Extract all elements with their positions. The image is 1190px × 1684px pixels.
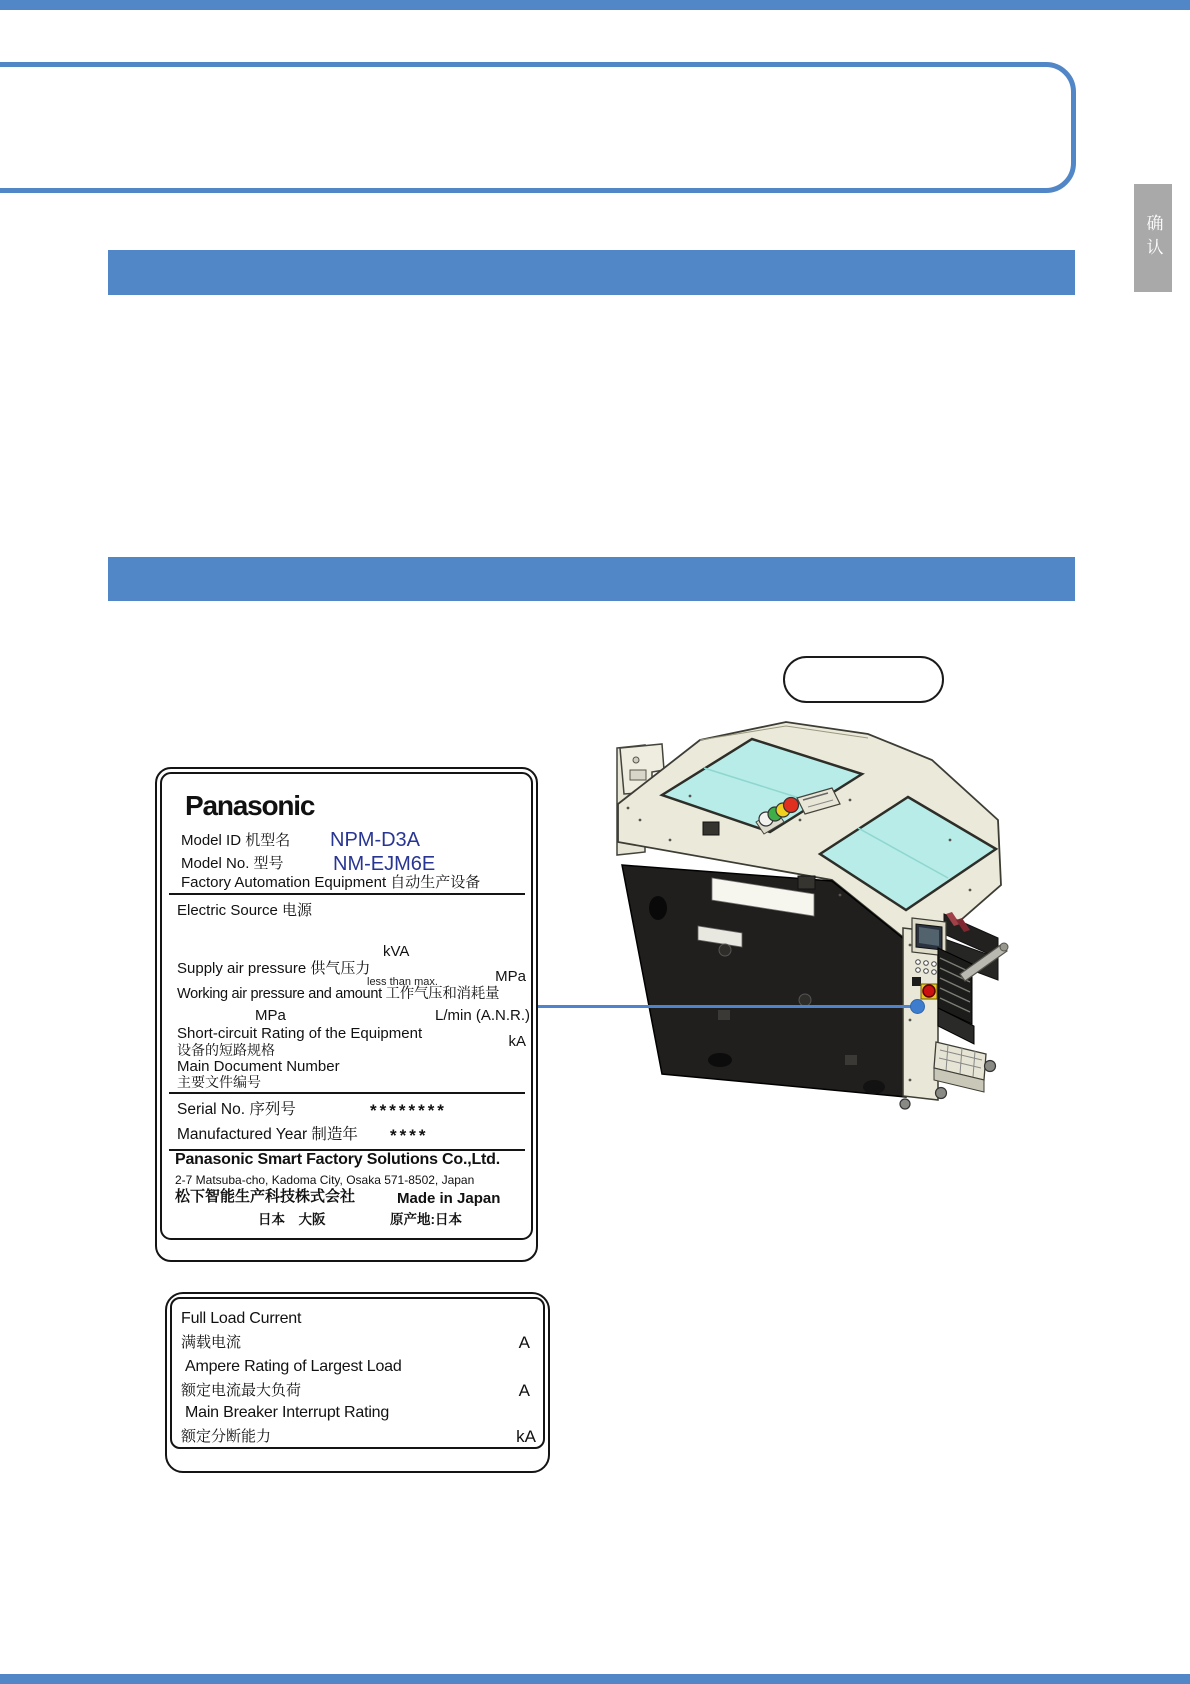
divider-line [169, 1092, 525, 1094]
page-bottom-rule [0, 1674, 1190, 1684]
ampere-rating: Ampere Rating of Largest Load [185, 1358, 402, 1375]
divider-line [169, 893, 525, 895]
model-no-value: NM-EJM6E [333, 853, 436, 875]
model-no-label: Model No. 型号 [181, 855, 284, 872]
callout-leader-dot [910, 999, 925, 1014]
ampere-rating-unit: A [518, 1381, 530, 1400]
breaker-rating-cn: 额定分断能力 [181, 1428, 272, 1445]
ka-unit: kA [508, 1033, 526, 1050]
equipment-line: Factory Automation Equipment 自动生产设备 [181, 874, 481, 891]
main-doc-cn: 主要文件编号 [177, 1074, 261, 1090]
model-id-value: NPM-D3A [330, 829, 421, 851]
machine-callout-box [783, 656, 944, 703]
serial-label: Serial No. 序列号 [177, 1101, 296, 1118]
full-load-current: Full Load Current [181, 1310, 302, 1327]
made-in: Made in Japan [397, 1190, 501, 1207]
full-load-current-cn: 满载电流 [181, 1334, 242, 1351]
note-box [0, 62, 1076, 193]
lmin-unit: L/min (A.N.R.) [434, 1007, 530, 1024]
full-load-unit: A [518, 1333, 530, 1352]
company-name: Panasonic Smart Factory Solutions Co.,Ltd. [175, 1151, 500, 1168]
callout-leader-line [537, 1005, 913, 1008]
model-id-label: Model ID 机型名 [181, 832, 291, 849]
company-name-cn: 松下智能生产科技株式会社 [175, 1188, 356, 1205]
working-air-label: Working air pressure and amount 工作气压和消耗量 [177, 986, 500, 1002]
electric-source: Electric Source 电源 [177, 902, 313, 919]
page-top-rule [0, 0, 1190, 10]
breaker-rating: Main Breaker Interrupt Rating [185, 1404, 390, 1421]
less-than-max: less than max. [367, 976, 438, 988]
chapter-tab-confirm [1134, 184, 1172, 292]
rating-nameplate [155, 767, 538, 1262]
main-doc-label: Main Document Number [177, 1058, 340, 1075]
origin-jp: 日本 大阪 [258, 1212, 326, 1227]
year-label: Manufactured Year 制造年 [177, 1126, 358, 1143]
machine-illustration [600, 700, 1020, 1120]
brand-logo: Panasonic [185, 790, 315, 821]
breaker-rating-unit: kA [516, 1427, 536, 1446]
short-circuit-cn: 设备的短路规格 [177, 1042, 275, 1058]
year-value: **** [390, 1126, 429, 1145]
company-address: 2-7 Matsuba-cho, Kadoma City, Osaka 571-8502, Japan [175, 1173, 475, 1187]
chapter-tab-label: 确认 [1143, 214, 1163, 262]
mpa-unit: MPa [495, 968, 526, 985]
short-circuit-label: Short-circuit Rating of the Equipment [177, 1025, 423, 1042]
mpa-unit-2: MPa [255, 1007, 286, 1024]
supply-air-label: Supply air pressure 供气压力 [177, 960, 371, 977]
origin-cn: 原产地:日本 [390, 1212, 462, 1227]
serial-value: ******** [370, 1101, 447, 1120]
ampere-rating-cn: 额定电流最大负荷 [181, 1382, 302, 1399]
section-heading-bar-1 [108, 250, 1075, 295]
kva-unit: kVA [383, 943, 410, 960]
current-rating-label [165, 1292, 550, 1473]
section-heading-bar-2 [108, 557, 1075, 601]
